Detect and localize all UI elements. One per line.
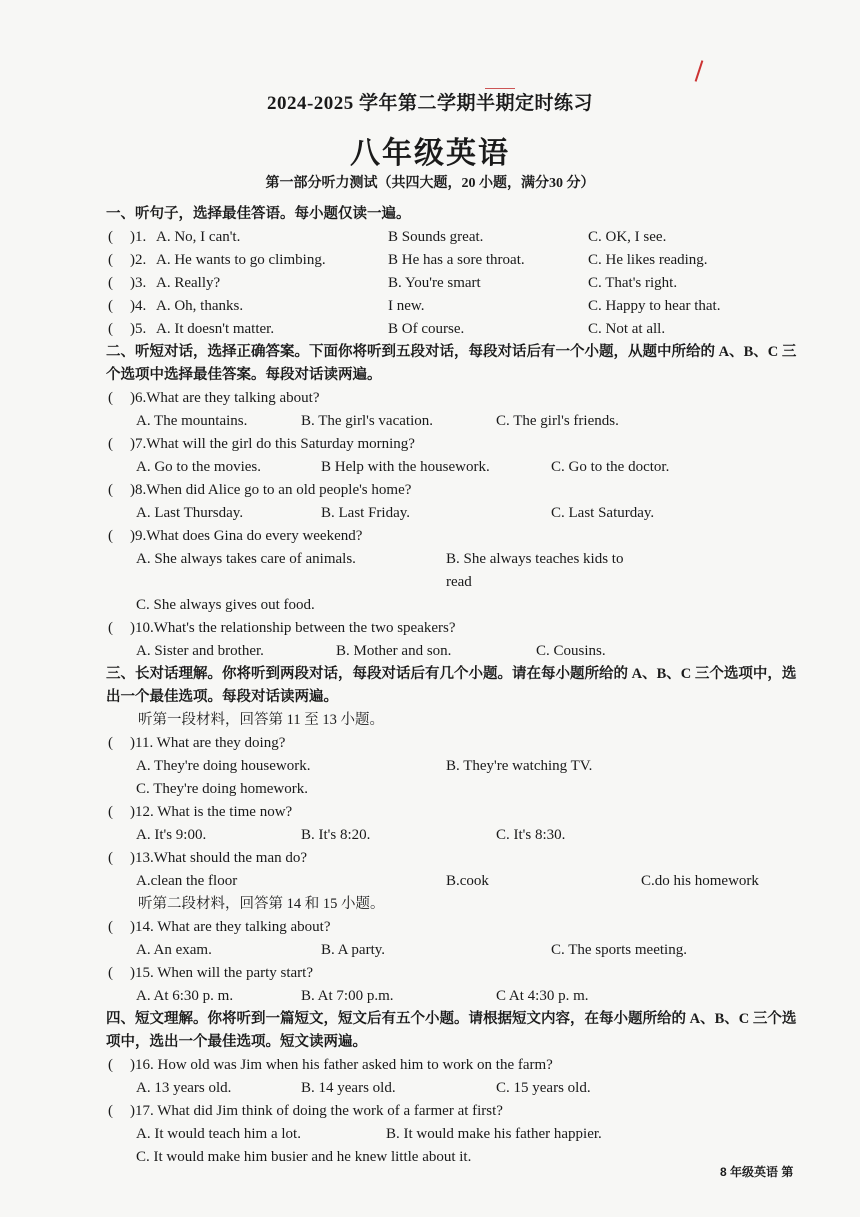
answer-bracket[interactable]: (	[108, 275, 113, 291]
question-text: )6.What are they talking about?	[130, 390, 320, 406]
option-c: C. 15 years old.	[496, 1080, 591, 1096]
option-a: A. They're doing housework.	[136, 758, 311, 774]
option-b: B. The girl's vacation.	[301, 413, 433, 429]
answer-bracket[interactable]: (	[108, 390, 113, 406]
option-c: C. He likes reading.	[588, 252, 708, 268]
question-text: )9.What does Gina do every weekend?	[130, 528, 363, 544]
option-c: C At 4:30 p. m.	[496, 988, 589, 1004]
section-4-title-line2: 项中，选出一个最佳选项。短文读两遍。	[106, 1034, 367, 1050]
section-3-title	[106, 663, 828, 709]
question-row	[108, 249, 828, 272]
question-number: )2.	[130, 252, 147, 268]
answer-bracket[interactable]: (	[108, 965, 113, 981]
question-number: )1.	[130, 229, 147, 245]
option-a: A. At 6:30 p. m.	[136, 988, 234, 1004]
question-row	[108, 1054, 828, 1077]
options-row	[108, 1123, 828, 1146]
question-number: )4.	[130, 298, 147, 314]
option-b: B. A party.	[321, 942, 386, 958]
question-row	[108, 387, 828, 410]
question-row	[108, 525, 828, 548]
option-c: C. They're doing homework.	[136, 781, 308, 797]
option-c: C.do his homework	[641, 873, 759, 889]
question-row	[108, 732, 828, 755]
option-b: B. Mother and son.	[336, 643, 452, 659]
option-b: B Sounds great.	[388, 229, 484, 245]
option-b: B. 14 years old.	[301, 1080, 396, 1096]
question-number: )3.	[130, 275, 147, 291]
options-row	[108, 824, 828, 847]
answer-bracket[interactable]: (	[108, 1103, 113, 1119]
option-c: C. It would make him busier and he knew little about it.	[136, 1149, 472, 1165]
question-row	[108, 318, 828, 341]
section-2-title-line1: 二、听短对话，选择正确答案。下面你将听到五段对话，每段对话后有一个小题，从题中所给的 A、B、C 三	[106, 344, 797, 360]
section-2-questions	[108, 387, 828, 663]
question-row	[108, 617, 828, 640]
option-a: A. No, I can't.	[156, 229, 241, 245]
options-row	[108, 640, 828, 663]
section-2-title-line2: 个选项中选择最佳答案。每段对话读两遍。	[106, 367, 382, 383]
question-number: )5.	[130, 321, 147, 337]
section-2-title	[106, 341, 828, 387]
question-row	[108, 272, 828, 295]
option-b: B He has a sore throat.	[388, 252, 525, 268]
question-text: )17. What did Jim think of doing the work of a farmer at first?	[130, 1103, 503, 1119]
option-c: C. She always gives out food.	[136, 597, 315, 613]
question-row	[108, 1100, 828, 1123]
question-text: )8.When did Alice go to an old people's home?	[130, 482, 412, 498]
answer-bracket[interactable]: (	[108, 735, 113, 751]
section-4-title	[106, 1008, 828, 1054]
answer-bracket[interactable]: (	[108, 482, 113, 498]
option-c: C. That's right.	[588, 275, 678, 291]
option-b: B Help with the housework.	[321, 459, 490, 475]
option-a: A. Really?	[156, 275, 221, 291]
option-c: C. Last Saturday.	[551, 505, 655, 521]
option-b: B Of course.	[388, 321, 465, 337]
option-b: B. She always teaches kids to read	[446, 551, 624, 590]
section-3-part1-questions	[108, 732, 828, 893]
section-1-title: 一、听句子，选择最佳答语。每小题仅读一遍。	[106, 206, 411, 222]
options-row	[108, 594, 828, 617]
exam-term-title: 2024-2025 学年第二学期半期定时练习	[266, 93, 594, 114]
option-b: I new.	[388, 298, 425, 314]
section-4-questions	[108, 1054, 828, 1169]
answer-bracket[interactable]: (	[108, 229, 113, 245]
part-one-heading: 第一部分听力测试（共四大题，20 小题，满分30 分）	[265, 176, 595, 191]
options-row	[108, 755, 828, 778]
question-text: )16. How old was Jim when his father asked him to work on the farm?	[130, 1057, 553, 1073]
option-a: A. She always takes care of animals.	[136, 551, 356, 567]
answer-bracket[interactable]: (	[108, 919, 113, 935]
section-4-title-line1: 四、短文理解。你将听到一篇短文，短文后有五个小题。请根据短文内容，在每小题所给的 A、B、C 三个选	[106, 1011, 797, 1027]
option-a: A.clean the floor	[136, 873, 238, 889]
section-3-sub2: 听第二段材料，回答第 14 和 15 小题。	[138, 896, 385, 912]
option-b: B.cook	[446, 873, 489, 889]
question-text: )14. What are they talking about?	[130, 919, 331, 935]
section-3-sub1: 听第一段材料，回答第 11 至 13 小题。	[138, 712, 384, 728]
option-a: A. The mountains.	[136, 413, 248, 429]
question-row	[108, 226, 828, 249]
answer-bracket[interactable]: (	[108, 850, 113, 866]
exam-content	[108, 203, 828, 1169]
option-c: C. It's 8:30.	[496, 827, 566, 843]
option-a: A. An exam.	[136, 942, 212, 958]
question-text: )11. What are they doing?	[130, 735, 286, 751]
question-row	[108, 801, 828, 824]
question-text: )12. What is the time now?	[130, 804, 293, 820]
page-footer: 8 年级英语 第	[720, 1165, 794, 1179]
option-a: A. 13 years old.	[136, 1080, 232, 1096]
options-row	[108, 548, 828, 594]
option-a: A. Go to the movies.	[136, 459, 261, 475]
option-b: B. It's 8:20.	[301, 827, 371, 843]
option-c: C. Go to the doctor.	[551, 459, 670, 475]
options-row	[108, 502, 828, 525]
question-row	[108, 295, 828, 318]
answer-bracket[interactable]: (	[108, 436, 113, 452]
question-text: )15. When will the party start?	[130, 965, 314, 981]
options-row	[108, 456, 828, 479]
options-row	[108, 985, 828, 1008]
question-row	[108, 847, 828, 870]
section-3-title-line1: 三、长对话理解。你将听到两段对话，每段对话后有几个小题。请在每小题所给的 A、B、C 三个选项中，选	[106, 666, 797, 682]
pen-mark	[695, 60, 704, 82]
question-text: )13.What should the man do?	[130, 850, 308, 866]
answer-bracket[interactable]: (	[108, 321, 113, 337]
answer-bracket[interactable]: (	[108, 620, 113, 636]
option-b: B. They're watching TV.	[446, 758, 593, 774]
option-c: C. Happy to hear that.	[588, 298, 721, 314]
option-b: B. At 7:00 p.m.	[301, 988, 394, 1004]
question-row	[108, 916, 828, 939]
option-a: A. It would teach him a lot.	[136, 1126, 301, 1142]
answer-bracket[interactable]: (	[108, 252, 113, 268]
question-text: )7.What will the girl do this Saturday morning?	[130, 436, 415, 452]
option-a: A. Oh, thanks.	[156, 298, 244, 314]
section-3-part2-questions	[108, 916, 828, 1008]
question-row	[108, 962, 828, 985]
question-text: )10.What's the relationship between the two speakers?	[130, 620, 456, 636]
option-c: C. Cousins.	[536, 643, 606, 659]
answer-bracket[interactable]: (	[108, 1057, 113, 1073]
exam-subject-title: 八年级英语	[350, 137, 510, 170]
option-c: C. The sports meeting.	[551, 942, 687, 958]
question-row	[108, 433, 828, 456]
option-a: A. Last Thursday.	[136, 505, 244, 521]
option-a: A. He wants to go climbing.	[156, 252, 326, 268]
answer-bracket[interactable]: (	[108, 804, 113, 820]
option-b: B. You're smart	[388, 275, 481, 291]
option-a: A. Sister and brother.	[136, 643, 264, 659]
options-row	[108, 778, 828, 801]
answer-bracket[interactable]: (	[108, 298, 113, 314]
answer-bracket[interactable]: (	[108, 528, 113, 544]
section-3-title-line2: 出一个最佳选项。每段对话读两遍。	[106, 689, 338, 705]
option-a: A. It doesn't matter.	[156, 321, 275, 337]
option-c: C. OK, I see.	[588, 229, 667, 245]
options-row	[108, 410, 828, 433]
option-c: C. The girl's friends.	[496, 413, 619, 429]
options-row	[108, 1077, 828, 1100]
question-row	[108, 479, 828, 502]
options-row	[108, 870, 828, 893]
option-a: A. It's 9:00.	[136, 827, 207, 843]
option-c: C. Not at all.	[588, 321, 666, 337]
option-b: B. It would make his father happier.	[386, 1126, 602, 1142]
section-1-questions	[108, 226, 828, 341]
options-row	[108, 939, 828, 962]
option-b: B. Last Friday.	[321, 505, 411, 521]
